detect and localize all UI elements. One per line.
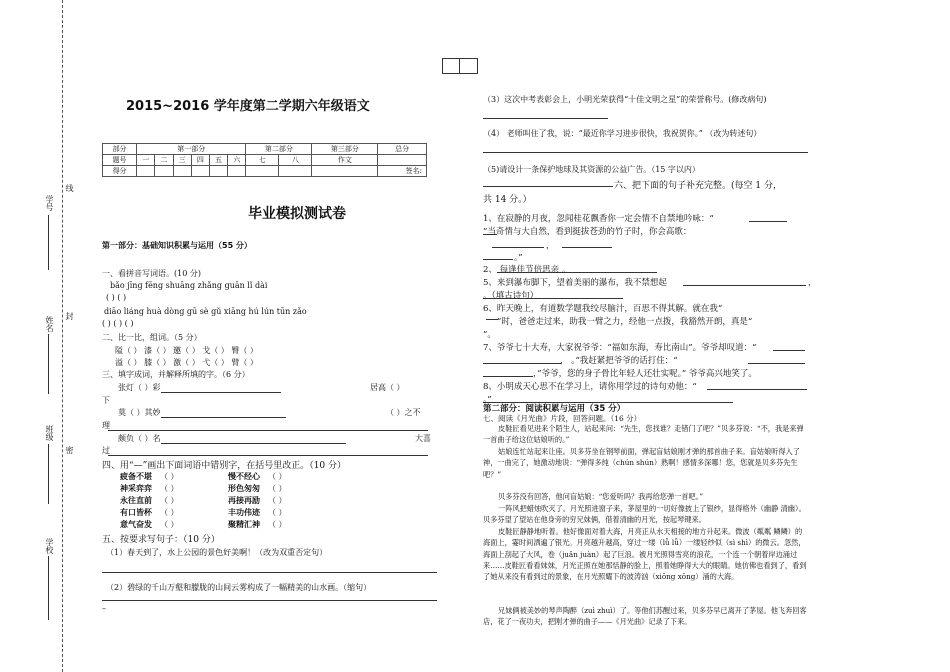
q1-answer-row2[interactable]: ( ) ( ) ( ) [102, 319, 134, 328]
signature-cell[interactable]: 签名: [378, 166, 427, 177]
q3-idiom: 颇负（ ）名 [118, 434, 161, 443]
answer-line[interactable] [483, 376, 533, 377]
q4-correction[interactable]: （ ） [160, 520, 179, 529]
score-input[interactable] [173, 166, 191, 177]
passage-paragraph: 一阵风把蜡烛吹灭了。月光照进窗子来，茅屋里的一切好像披上了银纱，显得格外（幽静 清幽）。贝多芬望了望站在他身旁的穷兄妹俩，借着清幽的月光，按起琴键来。 [483, 504, 806, 525]
answer-line[interactable] [773, 350, 805, 351]
score-input[interactable] [191, 166, 209, 177]
answer-line[interactable] [102, 572, 437, 573]
q6-item: 。（填古诗句） [483, 291, 539, 301]
score-input[interactable] [209, 166, 227, 177]
q1-title: 一、看拼音写词语。(10 分) [102, 269, 201, 278]
answer-line[interactable] [483, 186, 613, 187]
score-input[interactable] [312, 166, 378, 177]
q5-sentence2: （2）碧绿的千山万壑和朦胧的山间云雾构成了一幅精美的山水画。（缩句） [106, 583, 372, 592]
score-cell: 得分 [103, 166, 137, 177]
answer-line[interactable] [562, 247, 612, 248]
q3-idiom-cont: 下 [102, 396, 110, 405]
q6-item: 2、 每逢佳节倍思亲 。 [483, 265, 571, 275]
q4-word: 再接再励 [228, 495, 260, 505]
score-cell: 六 [228, 155, 246, 166]
q6-item: ”当奇情与大自然，看到挺拔苍劲的竹子时，你会高歌： [483, 227, 692, 237]
sidebar-class-label: 班级 [45, 425, 54, 441]
score-cell: 四 [191, 155, 209, 166]
q2-row2[interactable]: 溢（ ） 膝（ ） 激（ ） 弋（ ） 臂（ ） [115, 358, 258, 367]
q4-correction[interactable]: （ ） [268, 496, 287, 505]
score-cell: 题号 [103, 155, 137, 166]
q5-sentence5: （5)请设计一条保护地球及其资源的公益广告。（15 字以内） [483, 165, 700, 174]
passage-paragraph: 兄妹俩被美妙的琴声陶醉（zuì zhuì）了。等他们苏醒过来，贝多芬早已离开了茅屋。他飞奔回客店，花了一夜功夫，把刚才弹的曲子——《月光曲》记录了下来。 [483, 606, 807, 627]
part2-heading: 第二部分：阅读积累与运用（35 分） [483, 404, 626, 414]
q1-pinyin-row1: bǎo jīng fēng shuāng zhǎng guān lǐ dài [110, 281, 268, 290]
score-cell: 二 [155, 155, 173, 166]
number-field[interactable] [48, 215, 49, 270]
score-input[interactable] [279, 166, 312, 177]
q4-word: 丰功伟迹 [228, 507, 260, 517]
answer-line[interactable] [707, 389, 807, 390]
answer-line[interactable] [161, 383, 281, 393]
answer-line[interactable] [683, 285, 806, 286]
score-cell: 第二部分 [246, 144, 312, 155]
binding-word-xian: 线 [65, 184, 74, 192]
passage-paragraph: 姑娘连忙站起来让座。贝多芬坐在钢琴前面，弹起盲姑娘刚才弹的那首曲子来。盲姑娘听得入了神，一曲完了，她激动地说：“弹得多纯（chún shún）熟啊！感情多深哪！您，您就是贝多芬先生吧？” [483, 447, 800, 479]
part1-heading: 第一部分：基础知识积累与运用（55 分） [102, 241, 252, 250]
page-number-box [442, 58, 478, 74]
answer-line[interactable] [483, 152, 808, 153]
q4-word: 疲备不堪 [120, 471, 152, 481]
answer-line[interactable] [161, 434, 346, 444]
q6-comma: ， [546, 241, 555, 251]
q5-title: 五、按要求写句子：（10 分） [102, 535, 220, 545]
answer-line[interactable] [108, 455, 428, 456]
q4-correction[interactable]: （ ） [268, 484, 287, 493]
answer-line[interactable] [749, 221, 787, 222]
q4-word: 有口皆杯 [120, 507, 152, 517]
q5-sentence3: （3）这次中考表彰会上，小明光荣获得“十佳文明之星”的荣誉称号。(修改病句) [483, 95, 767, 104]
school-field[interactable] [48, 556, 49, 620]
answer-line[interactable] [492, 247, 544, 248]
q7-title: 七、阅读《月光曲》片段，回答问题。（16 分） [483, 414, 642, 423]
q4-correction[interactable]: （ ） [268, 520, 287, 529]
q4-correction[interactable]: （ ） [268, 508, 287, 517]
q3-idiom: （ ）之不 [386, 408, 421, 417]
score-cell: 部分 [103, 144, 137, 155]
score-input[interactable] [155, 166, 173, 177]
q6-item: 7、爷爷七十大寿，大家祝爷爷：“福如东海，寿比南山”。爷爷却叹道：“ [483, 343, 757, 353]
score-input[interactable] [246, 166, 279, 177]
answer-line[interactable] [483, 259, 513, 260]
q3-title: 三、填字成词，并解释所填的字。（6 分） [102, 370, 250, 379]
q3-item[interactable] [118, 382, 281, 393]
q2-row1[interactable]: 隘（ ） 漆（ ） 邀（ ） 戈（ ） 臀（ ） [115, 346, 258, 355]
q6-item: ，”爷爷，您的身子骨比年轻人还壮实呢。” 爷爷高兴地笑了。 [533, 369, 757, 379]
q1-answer-row1[interactable]: ( ) ( ) [106, 293, 127, 302]
q3-idiom: 张灯（ ）彩 [118, 383, 161, 392]
q4-word: 意气奋发 [120, 519, 152, 529]
answer-line[interactable] [161, 408, 286, 418]
name-field[interactable] [48, 334, 49, 394]
exam-subtitle: 毕业模拟测试卷 [248, 206, 346, 222]
q4-correction[interactable]: （ ） [160, 484, 179, 493]
answer-line[interactable] [497, 272, 657, 273]
q5-sentence1: （1）春天到了，水上公园的景色好美啊！（改为双重否定句） [106, 548, 328, 557]
q4-word: 神采弈弈 [120, 483, 152, 493]
score-cell [378, 155, 427, 166]
binding-word-feng: 封 [65, 312, 74, 320]
q4-word: 形色匆匆 [228, 483, 260, 493]
q6-item: ”。 [483, 330, 496, 340]
q3-idiom-cont: 理 [102, 421, 110, 430]
q6-comma: ， [808, 278, 817, 288]
score-input[interactable] [228, 166, 246, 177]
score-cell: 第三部分 [312, 144, 378, 155]
q6-item: 5、来到瀑布脚下，望着美丽的瀑布，我不禁想起 [483, 278, 667, 288]
answer-line[interactable] [483, 363, 561, 364]
q4-correction[interactable]: （ ） [160, 508, 179, 517]
q5-mark: – [102, 604, 106, 613]
q6-item: ”时，爸爸走过来，助我一臂之力，经他一点拨，我豁然开朗，真是“ [497, 317, 753, 327]
score-cell: 三 [173, 155, 191, 166]
q3-idiom: 莫（ ）其妙 [118, 408, 161, 417]
q3-item[interactable] [118, 433, 346, 444]
q4-correction[interactable]: （ ） [160, 472, 179, 481]
exam-title: 2015~2016 学年度第二学期六年级语文 [126, 99, 370, 114]
q6-quote: 。” [514, 253, 523, 263]
q6-item: ， 。”我赶紧把爷爷的话打住：“ [560, 356, 678, 366]
sidebar-school-label: 学校 [45, 538, 54, 554]
q4-correction[interactable]: （ ） [268, 472, 287, 481]
q4-title: 四、用“—”画出下面词语中错别字，在括号里改正。（10 分） [102, 461, 347, 471]
binding-word-mi: 密 [65, 446, 74, 454]
score-cell: 总分 [378, 144, 427, 155]
answer-line[interactable] [483, 118, 608, 119]
q4-word: 慢不经心 [228, 471, 260, 481]
sidebar-number-label: 学号 [45, 195, 54, 211]
score-table [102, 143, 427, 177]
q6-title-cont: 共 14 分。） [483, 195, 532, 205]
score-input[interactable] [137, 166, 155, 177]
q2-title: 二、比一比，组词。（5 分） [102, 333, 202, 342]
q3-idiom: 大喜 [415, 434, 431, 443]
answer-line[interactable] [748, 363, 805, 364]
passage-paragraph: 皮鞋匠看见进来个陌生人，站起来问：“先生，您找谁？走错门了吧？”贝多芬说：“不，我是来弹一首曲子给这位姑娘听的。” [483, 424, 804, 445]
answer-line[interactable] [102, 600, 437, 601]
q6-item: 6、昨天晚上，有道数学题我绞尽脑汁，百思不得其解。就在我“ [483, 304, 723, 314]
q1-pinyin-row2: diāo liáng huà dòng gū sè gǔ xiāng hú lún tūn zǎo [104, 307, 307, 316]
q6-item: 1、在寂静的月夜，忽闻桂花飘香你一定会情不自禁地吟咏：“ [483, 214, 714, 224]
score-cell: 七 [246, 155, 279, 166]
q3-item[interactable] [118, 407, 286, 418]
passage-paragraph: 贝多芬没有回答，他问盲姑娘：“您爱听吗？我再给您弹一首吧。” [498, 492, 704, 501]
score-cell: 八 [279, 155, 312, 166]
sidebar-name-label: 姓名 [45, 316, 54, 332]
answer-line[interactable] [108, 430, 428, 431]
q5-sentence4: （4） 老师叫住了我，说：“最近你学习进步很快，我祝贺你。” （改为转述句） [483, 129, 762, 138]
q3-idiom-cont: 过 [102, 446, 110, 455]
q3-idiom: 居高（ ） [370, 383, 405, 392]
score-cell: 一 [137, 155, 155, 166]
q4-correction[interactable]: （ ） [160, 496, 179, 505]
q6-title: 六、把下面的句子补充完整。(每空 1 分， [614, 181, 782, 191]
score-cell: 五 [209, 155, 227, 166]
q4-word: 永往直前 [120, 495, 152, 505]
class-field[interactable] [48, 444, 49, 504]
binding-line [62, 0, 63, 672]
score-cell: 作文 [312, 155, 378, 166]
q4-word: 聚精汇神 [228, 519, 260, 529]
q6-item: 。” [483, 395, 492, 405]
q6-item: 8、小明成天心思不在学习上，请你用学过的诗句劝他：“ [483, 382, 697, 392]
score-cell: 第一部分 [137, 144, 246, 155]
passage-paragraph: 皮鞋匠静静地听着。他好像面对着大海，月亮正从水天相接的地方升起来。微波（粼粼 鳞鳞）的海面上，霎时间洒遍了银光。月亮越升越高，穿过一缕（lǚ lǚ）一缕轻纱似（sì shì）的微云。忽然，海面上刮起了大风，卷（juǎn juàn）起了巨浪。被月光照得雪亮的浪花，一个连一个朝着岸边涌过来……皮鞋匠看看妹妹，月光正照在她那恬静的脸上，照着她睁得大大的眼睛。她仿佛也看到了，看到了她从来没有看到过的景象，在月光照耀下的波涛汹（xiōng xōng）涌的大海。 [483, 527, 807, 582]
